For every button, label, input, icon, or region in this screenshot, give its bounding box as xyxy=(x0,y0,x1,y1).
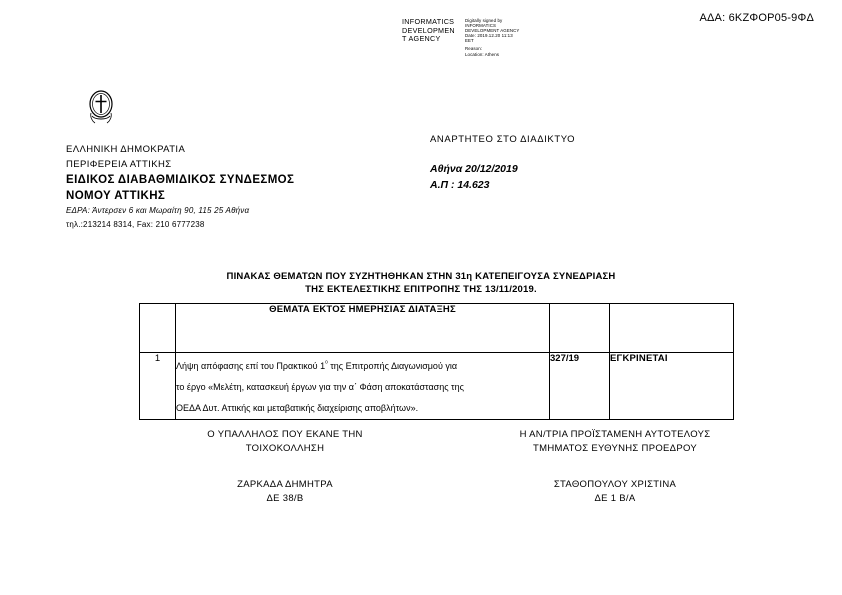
anarthteo-label: ΑΝΑΡΤΗΤΕΟ ΣΤΟ ΔΙΑΔΙΚΤΥΟ xyxy=(430,134,576,145)
organization-header xyxy=(66,142,396,232)
signature-right-grade: ΔΕ 1 Β/Α xyxy=(594,493,636,504)
row-subject-line2: το έργο «Μελέτη, κατασκευή έργων για την α΄ Φάση αποκατάστασης της xyxy=(176,382,464,392)
row-subject-line3: ΟΕΔΑ Δυτ. Αττικής και μεταβατικής διαχείρισης αποβλήτων». xyxy=(176,403,419,413)
row-index: 1 xyxy=(140,353,176,420)
stamp-detail-5: Reason: xyxy=(465,46,483,52)
header-cell-number xyxy=(550,304,610,353)
page-title-line2: ΤΗΣ ΕΚΤΕΛΕΣΤΙΚΗΣ ΕΠΙΤΡΟΠΗΣ ΤΗΣ 13/11/2019. xyxy=(305,284,537,295)
row-subject-superscript: ᵒ xyxy=(325,360,328,367)
signature-left-title-line2: ΤΟΙΧΟΚΟΛΛΗΣΗ xyxy=(245,443,325,454)
signature-left-title-line1: Ο ΥΠΑΛΛΗΛΟΣ ΠΟΥ ΕΚΑΝΕ ΤΗΝ xyxy=(207,429,363,440)
table-header-row xyxy=(140,304,734,353)
header-cell-index xyxy=(140,304,176,353)
stamp-detail-1: INFORMATICS xyxy=(465,23,497,29)
national-emblem-icon xyxy=(86,86,116,126)
row-subject-line1-b: της Επιτροπής Διαγωνισμού για xyxy=(327,361,458,371)
header-association-line1: ΕΙΔΙΚΟΣ ΔΙΑΒΑΘΜΙΔΙΚΟΣ ΣΥΝΔΕΣΜΟΣ xyxy=(66,174,295,186)
header-address: ΕΔΡΑ: Άντερσεν 6 και Μωραίτη 90, 115 25 Αθήνα xyxy=(66,206,250,215)
signatures-section xyxy=(0,428,842,508)
stamp-detail-6: Location: Athens xyxy=(465,51,500,57)
stamp-line-1: INFORMATICS xyxy=(402,17,455,26)
stamp-detail-0: Digitally signed by xyxy=(465,18,503,23)
header-cell-result xyxy=(610,304,734,353)
row-decision-number: 327/19 xyxy=(550,353,610,420)
stamp-agency-name xyxy=(402,18,462,44)
document-date: Αθήνα 20/12/2019 xyxy=(430,163,518,175)
header-phone-fax: τηλ.:213214 8314, Fax: 210 6777238 xyxy=(66,220,205,229)
publication-header xyxy=(430,132,760,193)
protocol-number: Α.Π : 14.623 xyxy=(430,179,490,191)
row-subject-line1-a: Λήψη απόφασης επί του Πρακτικού 1 xyxy=(176,361,326,371)
header-cell-subject: ΘΕΜΑΤΑ ΕΚΤΟΣ ΗΜΕΡΗΣΙΑΣ ΔΙΑΤΑΞΗΣ xyxy=(176,304,550,353)
topics-table xyxy=(139,303,734,420)
page-title xyxy=(0,270,842,296)
signature-right xyxy=(455,428,775,506)
header-republic: ΕΛΛΗΝΙΚΗ ΔΗΜΟΚΡΑΤΙΑ xyxy=(66,144,186,155)
header-association-line2: ΝΟΜΟΥ ΑΤΤΙΚΗΣ xyxy=(66,190,166,202)
stamp-line-2: DEVELOPMEN xyxy=(402,25,455,35)
row-subject xyxy=(176,353,550,420)
signature-right-title-line2: ΤΜΗΜΑΤΟΣ ΕΥΘΥΝΗΣ ΠΡΟΕΔΡΟΥ xyxy=(533,443,697,454)
ada-code: ΑΔΑ: 6ΚΖΦΟΡ05-9ΦΔ xyxy=(699,12,814,24)
row-decision-result: ΕΓΚΡΙΝΕΤΑΙ xyxy=(610,353,734,420)
header-region: ΠΕΡΙΦΕΡΕΙΑ ΑΤΤΙΚΗΣ xyxy=(66,159,172,170)
signature-right-name: ΣΤΑΘΟΠΟΥΛΟΥ ΧΡΙΣΤΙΝΑ xyxy=(553,479,677,490)
stamp-signature-details xyxy=(462,18,537,57)
stamp-line-3: T AGENCY xyxy=(402,34,441,44)
table-row xyxy=(140,353,734,420)
stamp-detail-3: Date: 2019.12.20 11:13 xyxy=(465,33,513,39)
signature-left-grade: ΔΕ 38/Β xyxy=(266,493,304,504)
stamp-detail-4: EET xyxy=(465,38,474,44)
signature-left-name: ΖΑΡΚΑΔΑ ΔΗΜΗΤΡΑ xyxy=(237,479,333,490)
row-subject-line1 xyxy=(176,353,549,377)
signature-left xyxy=(140,428,430,506)
signature-right-title-line1: Η ΑΝ/ΤΡΙΑ ΠΡΟΪΣΤΑΜΕΝΗ ΑΥΤΟΤΕΛΟΥΣ xyxy=(519,429,711,440)
digital-signature-stamp xyxy=(402,17,537,57)
page-title-line1: ΠΙΝΑΚΑΣ ΘΕΜΑΤΩΝ ΠΟΥ ΣΥΖΗΤΗΘΗΚΑΝ ΣΤΗΝ 31η ΚΑΤΕΠΕΙΓΟΥΣΑ ΣΥΝΕΔΡΙΑΣΗ xyxy=(226,271,616,282)
stamp-detail-2: DEVELOPMENT AGENCY xyxy=(465,28,520,34)
